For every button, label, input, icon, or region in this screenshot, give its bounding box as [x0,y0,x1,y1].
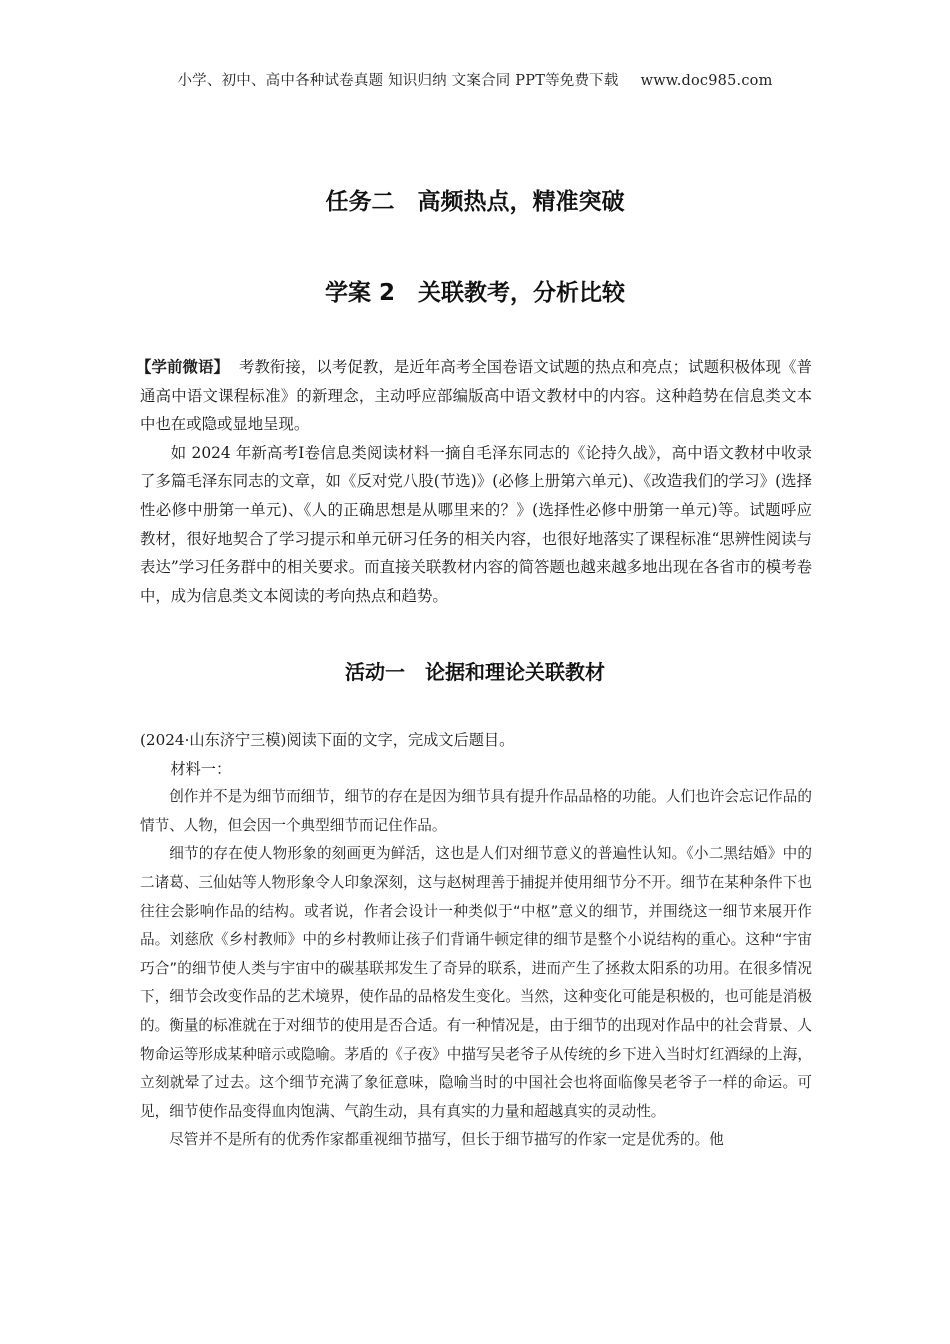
intro-text-1: 考教衔接，以考促教，是近年高考全国卷语文试题的热点和亮点；试题积极体现《普通高中语文课程标准》的新理念，主动呼应部编版高中语文教材中的内容。这种趋势在信息类文本中也在或隐或显地呈现。 [140,358,812,434]
material-paragraph: 尽管并不是所有的优秀作家都重视细节描写，但长于细节描写的作家一定是优秀的。他 [169,1131,724,1149]
material-paragraph: 创作并不是为细节而细节，细节的存在是因为细节具有提升作品品格的功能。人们也许会忘记作品的情节、人物，但会因一个典型细节而记住作品。 [140,788,812,834]
header-url[interactable]: www.doc985.com [640,73,773,89]
intro-paragraph-2: 如 2024 年新高考Ⅰ卷信息类阅读材料一摘自毛泽东同志的《论持久战》，高中语文教材中收录了多篇毛泽东同志的文章，如《反对党八股(节选)》(必修上册第六单元)、《改造我们的学习》(选择性必修中册第一单元)、《人的正确思想是从哪里来的？》(选择性必修中册第一单元)等。试题呼应教材，很好地契合了学习提示和单元研习任务的相关内容，也很好地落实了课程标准“思辨性阅读与表达”学习任务群中的相关要求。而直接关联教材内容的简答题也越来越多地出现在各省市的模考卷中，成为信息类文本阅读的考向热点和趋势。 [140,443,812,605]
material-label: 材料一： [170,759,232,778]
page-header [0,69,950,90]
intro-paragraph-1 [136,353,812,439]
intro-tag: 【学前微语】 [136,358,229,376]
case-title: 学案 2 关联教考，分析比较 [324,280,625,306]
material-paragraph: 细节的存在使人物形象的刻画更为鲜活，这也是人们对细节意义的普遍性认知。《小二黑结婚》中的二诸葛、三仙姑等人物形象令人印象深刻，这与赵树理善于捕捉并使用细节分不开。细节在某种条件下也往往会影响作品的结构。或者说，作者会设计一种类似于“中枢”意义的细节，并围绕这一细节来展开作品。刘慈欣《乡村教师》中的乡村教师让孩子们背诵牛顿定律的细节是整个小说结构的重心。这种“宇宙巧合”的细节使人类与宇宙中的碳基联邦发生了奇异的联系，进而产生了拯救太阳系的功用。在很多情况下，细节会改变作品的艺术境界，使作品的品格发生变化。当然，这种变化可能是积极的，也可能是消极的。衡量的标准就在于对细节的使用是否合适。有一种情况是，由于细节的出现对作品中的社会背景、人物命运等形成某种暗示或隐喻。茅盾的《子夜》中描写吴老爷子从传统的乡下进入当时灯红酒绿的上海，立刻就晕了过去。这个细节充满了象征意味，隐喻当时的中国社会也将面临像吴老爷子一样的命运。可见，细节使作品变得血肉饱满、气韵生动，具有真实的力量和超越真实的灵动性。 [140,845,812,1120]
header-text: 小学、初中、高中各种试卷真题 知识归纳 文案合同 PPT等免费下载 [177,73,619,89]
intro-section [136,353,812,610]
task-title: 任务二 高频热点，精准突破 [325,189,625,215]
reading-section [140,726,812,1155]
activity-title: 活动一 论据和理论关联教材 [345,660,605,684]
reading-source: (2024·山东济宁三模)阅读下面的文字，完成文后题目。 [140,731,515,749]
